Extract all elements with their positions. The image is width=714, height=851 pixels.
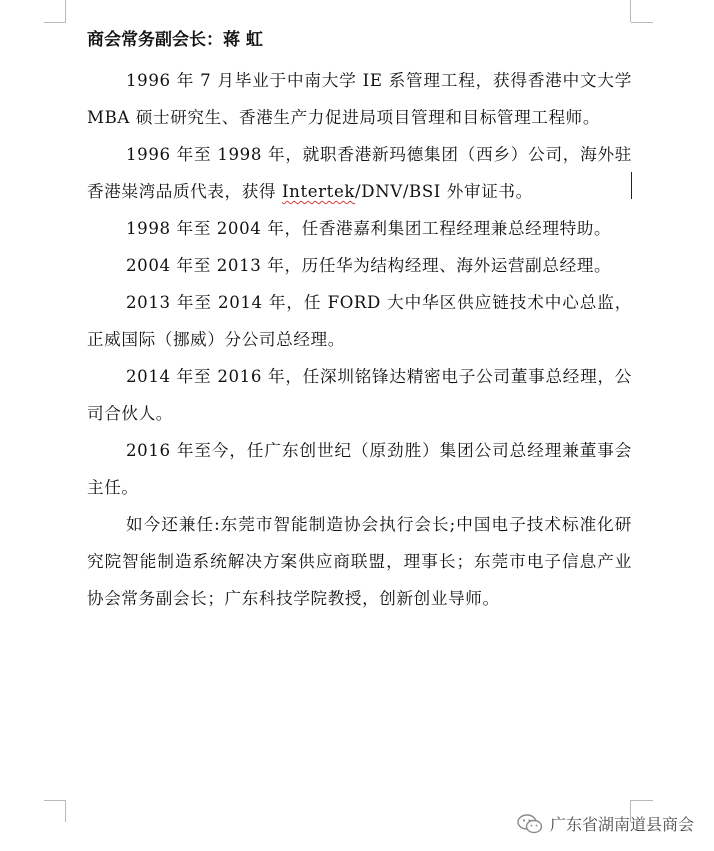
document-body[interactable] [87,26,632,617]
paragraph-education: 1996 年 7 月毕业于中南大学 IE 系管理工程，获得香港中文大学 MBA 硕士研究生、香港生产力促进局项目管理和目标管理工程师。 [87,71,632,127]
paragraph-2004-2013: 2004 年至 2013 年，历任华为结构经理、海外运营副总经理。 [126,256,612,275]
paragraph-2014-2016: 2014 年至 2016 年，任深圳铭锋达精密电子公司董事总经理，公司合伙人。 [87,367,632,423]
crop-mark-bottom-right-h [631,800,653,801]
text-cursor [631,172,632,199]
paragraph-text: /DNV/BSI 外审证书。 [355,182,533,201]
crop-mark-top-right-h [631,22,653,23]
paragraph-1998-2004: 1998 年至 2004 年，任香港嘉利集团工程经理兼总经理特助。 [126,219,612,238]
watermark-text: 广东省湖南道县商会 [549,815,694,834]
crop-mark-bottom-left-h [44,800,66,801]
crop-mark-bottom-left-v [65,800,66,822]
spellcheck-flagged-word[interactable]: Intertek [282,182,356,201]
paragraph-2016-now: 2016 年至今，任广东创世纪（原劲胜）集团公司总经理兼董事会主任。 [87,441,632,497]
wechat-icon [516,813,544,835]
crop-mark-top-left-h [44,22,66,23]
watermark [516,812,694,835]
paragraph-text: 1996 年至 1998 年，就职香港新玛德集团（西乡）公司，海外驻香港粜湾品质代表，获得 [87,145,632,201]
crop-mark-top-left-v [65,0,66,22]
paragraph-1996-1998 [87,136,632,210]
paragraph-concurrent-roles: 如今还兼任:东莞市智能制造协会执行会长;中国电子技术标准化研究院智能制造系统解决方案供应商联盟，理事长；东莞市电子信息产业协会常务副会长；广东科技学院教授，创新创业导师。 [87,515,632,608]
crop-mark-top-right-v [630,0,631,22]
page-title: 商会常务副会长：蒋 虹 [87,30,263,50]
paragraph-2013-2014: 2013 年至 2014 年，任 FORD 大中华区供应链技术中心总监，正威国际（挪威）分公司总经理。 [87,293,632,349]
